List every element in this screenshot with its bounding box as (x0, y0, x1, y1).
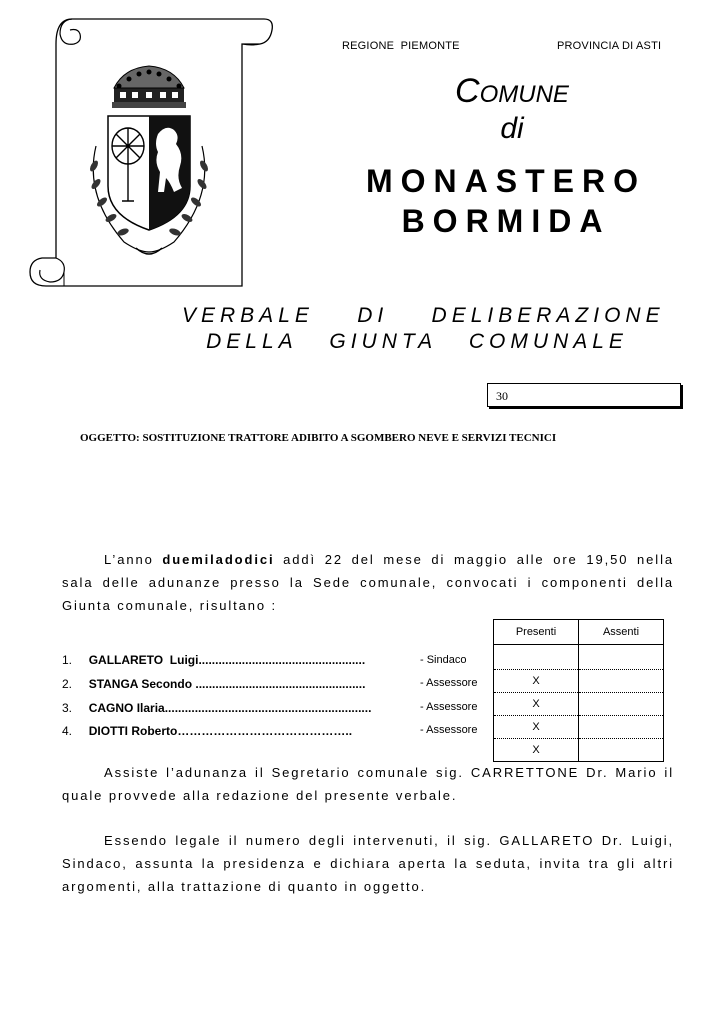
member-2-num: 2. (62, 677, 73, 691)
spacer-assenti (579, 645, 664, 670)
header-presenti: Presenti (494, 620, 579, 645)
member-4-row (62, 724, 352, 738)
member-2-dots: ................................................... (192, 677, 366, 691)
document-title-line2: DELLA GIUNTA COMUNALE (206, 330, 628, 353)
secretary-paragraph (62, 761, 674, 807)
member-2-name: STANGA Secondo (88, 677, 193, 691)
member-4-name: DIOTTI Roberto (88, 724, 178, 738)
attendance-table (493, 619, 664, 762)
comune-initial: C (455, 72, 480, 110)
member-4-num: 4. (62, 724, 73, 738)
member-2-absent (579, 693, 664, 716)
subject-line: OGGETTO: SOSTITUZIONE TRATTORE ADIBITO A SGOMBERO NEVE E SERVIZI TECNICI (80, 432, 557, 444)
member-3-name: CAGNO Ilaria (88, 701, 165, 715)
comune-heading (382, 72, 642, 111)
member-4-absent (579, 739, 664, 762)
member-4-present: X (494, 739, 579, 762)
member-3-present: X (494, 716, 579, 739)
intro-paragraph (62, 548, 674, 617)
document-title-line1: VERBALE DI DELIBERAZIONE (182, 304, 665, 327)
town-name-line1: MONASTERO (366, 163, 646, 199)
quorum-paragraph (62, 829, 674, 898)
member-4-role: - Assessore (420, 724, 478, 736)
intro-year: duemiladodici (162, 552, 275, 567)
spacer-presenti (494, 645, 579, 670)
intro-post: addì 22 del mese di maggio alle ore 19,50 nella sala delle adunanze presso la Sede comunale, convocati i componenti della Giunta comunale, risultano : (62, 552, 675, 613)
member-1-num: 1. (62, 653, 73, 667)
member-3-dots: .............................................................. (164, 701, 372, 715)
member-1-dots: .................................................. (198, 653, 366, 667)
deliberation-number-box (487, 383, 681, 407)
province-label: PROVINCIA DI ASTI (557, 40, 662, 52)
member-3-row (62, 701, 371, 715)
header-assenti: Assenti (579, 620, 664, 645)
member-2-role: - Assessore (420, 677, 478, 689)
member-1-present: X (494, 670, 579, 693)
deliberation-number: 30 (496, 389, 508, 403)
coat-of-arms-emblem (24, 16, 274, 292)
member-1-row (62, 653, 365, 667)
member-1-absent (579, 670, 664, 693)
member-2-row (62, 677, 365, 691)
town-name-line2: BORMIDA (401, 203, 611, 239)
comune-rest: OMUNE (479, 81, 569, 108)
member-3-num: 3. (62, 701, 73, 715)
member-2-present: X (494, 693, 579, 716)
member-1-role: - Sindaco (420, 654, 467, 666)
member-3-absent (579, 716, 664, 739)
di-heading: di (500, 112, 524, 145)
secretary-text: Assiste l’adunanza il Segretario comunale sig. CARRETTONE Dr. Mario il quale provvede alla redazione del presente verbale. (62, 765, 674, 803)
intro-pre: L’anno (104, 552, 163, 567)
member-1-name: GALLARETO Luigi (88, 653, 199, 667)
member-4-dots: …………………………………….. (177, 724, 353, 738)
member-3-role: - Assessore (420, 701, 478, 713)
region-label: REGIONE PIEMONTE (342, 40, 460, 52)
quorum-text: Essendo legale il numero degli intervenuti, il sig. GALLARETO Dr. Luigi, Sindaco, assunta la presidenza e dichiara aperta la seduta, invita tra gli altri argomenti, alla trattazione di quanto in oggetto. (62, 833, 674, 894)
